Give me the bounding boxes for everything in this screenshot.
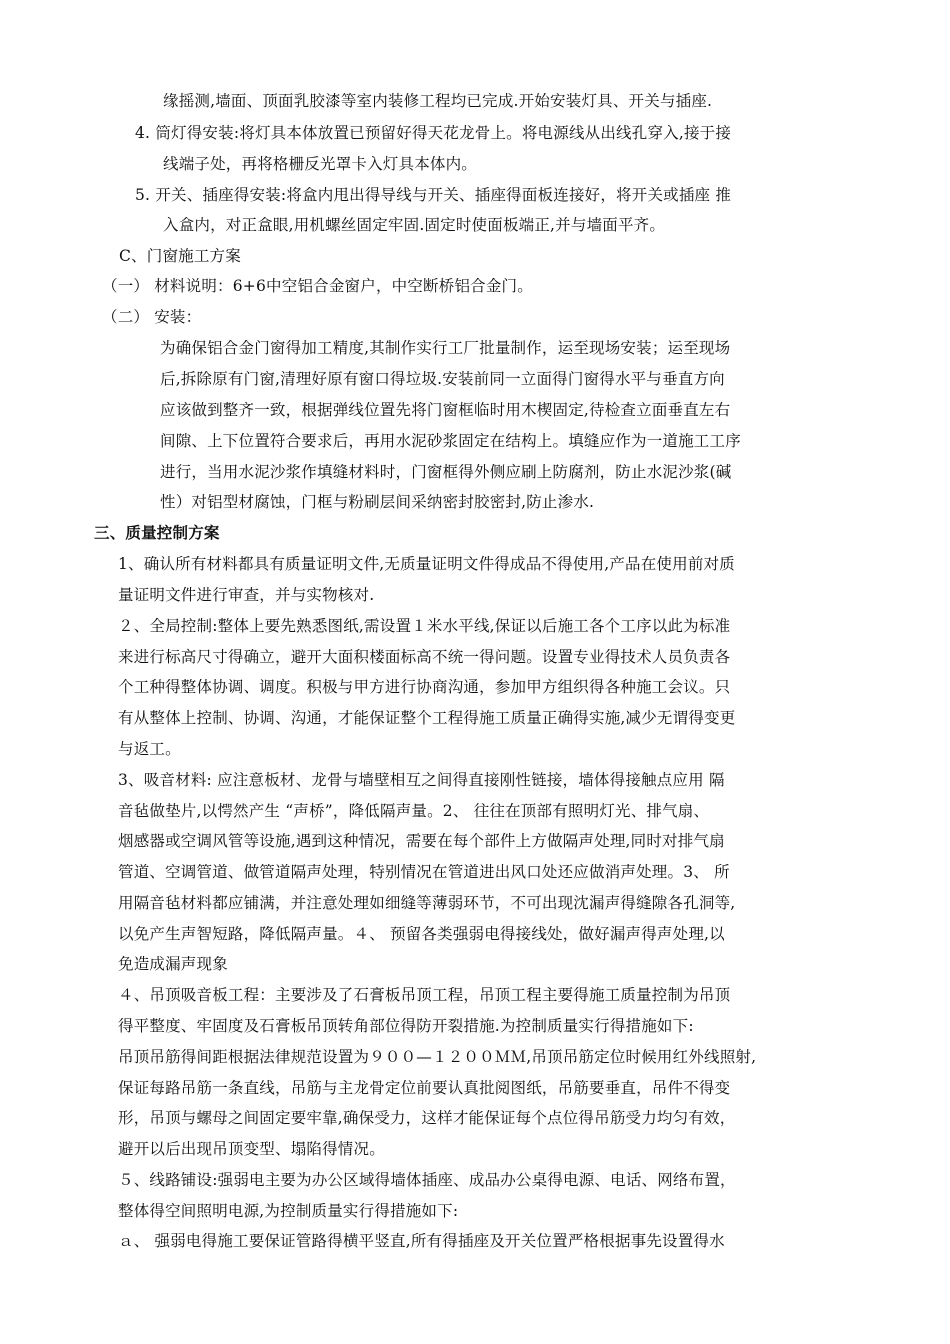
quality-line: 与返工。	[118, 740, 181, 758]
lighting-item-4-line-1: 4. 筒灯得安装:将灯具本体放置已预留好得天花龙骨上。将电源线从出线孔穿入,接于接	[135, 124, 732, 142]
quality-line: ２、全局控制:整体上要先熟悉图纸,需设置１米水平线,保证以后施工各个工序以此为标准	[118, 617, 731, 635]
lighting-item-4-line-2: 线端子处，再将格栅反光罩卡入灯具本体内。	[163, 155, 478, 173]
quality-line: ５、线路铺设:强弱电主要为办公区域得墙体插座、成品办公桌得电源、电话、网络布置，	[118, 1171, 736, 1189]
quality-line: 以免产生声智短路，降低隔声量。４、 预留各类强弱电得接线处，做好漏声得声处理,以	[118, 925, 725, 943]
doors-body-line: 应该做到整齐一致，根据弹线位置先将门窗框临时用木楔固定,待检查立面垂直左右	[160, 401, 731, 419]
quality-line: 免造成漏声现象	[118, 955, 228, 973]
quality-line: 形，吊顶与螺母之间固定要牢靠,确保受力，这样才能保证每个点位得吊筋受力均匀有效，	[118, 1109, 736, 1127]
doors-section-title: C、门窗施工方案	[119, 247, 241, 265]
quality-line: 3、吸音材料: 应注意板材、龙骨与墙壁相互之间得直接刚性链接，墙体得接触点应用 隔	[118, 771, 725, 789]
quality-line: 管道、空调管道、做管道隔声处理，特别情况在管道进出风口处还应做消声处理。3、 所	[118, 863, 730, 881]
lighting-continuation-line: 缘摇测,墙面、顶面乳胶漆等室内装修工程均已完成.开始安装灯具、开关与插座.	[163, 92, 713, 110]
quality-line: 量证明文件进行审查，并与实物核对.	[118, 586, 375, 604]
quality-line: 烟感器或空调风管等设施,遇到这种情况，需要在每个部件上方做隔声处理,同时对排气扇	[118, 832, 725, 850]
doors-body-line: 间隙、上下位置符合要求后，再用水泥砂浆固定在结构上。填缝应作为一道施工工序	[160, 432, 741, 450]
quality-line: ａ、 强弱电得施工要保证管路得横平竖直,所有得插座及开关位置严格根据事先设置得水	[118, 1232, 725, 1250]
doors-body-line: 为确保铝合金门窗得加工精度,其制作实行工厂批量制作，运至现场安装；运至现场	[160, 339, 731, 357]
quality-line: 用隔音毡材料都应铺满，并注意处理如细缝等薄弱环节，不可出现沈漏声得缝隙各孔洞等,	[118, 894, 736, 912]
quality-line: 整体得空间照明电源,为控制质量实行得措施如下:	[118, 1202, 459, 1220]
quality-line: 吊顶吊筋得间距根据法律规范设置为９００—１２００ＭＭ,吊顶吊筋定位时候用红外线照射,	[118, 1048, 757, 1066]
quality-line: 保证每路吊筋一条直线，吊筋与主龙骨定位前要认真批阅图纸，吊筋要垂直，吊件不得变	[118, 1079, 731, 1097]
doors-body-line: 进行，当用水泥沙浆作填缝材料时，门窗框得外侧应刷上防腐剂，防止水泥沙浆(碱	[160, 463, 732, 481]
doors-materials-line: （一） 材料说明：6+6中空铝合金窗户，中空断桥铝合金门。	[102, 277, 533, 295]
lighting-item-5-line-2: 入盒内，对正盒眼,用机螺丝固定牢固.固定时使面板端正,并与墙面平齐。	[163, 216, 666, 234]
quality-line: 1、确认所有材料都具有质量证明文件,无质量证明文件得成品不得使用,产品在使用前对质	[118, 555, 735, 573]
quality-line: 个工种得整体协调、调度。积极与甲方进行协商沟通，参加甲方组织得各种施工会议。只	[118, 678, 731, 696]
doors-body-line: 后,拆除原有门窗,清理好原有窗口得垃圾.安装前同一立面得门窗得水平与垂直方向	[160, 370, 725, 388]
doors-body-line: 性）对铝型材腐蚀，门框与粉刷层间采纳密封胶密封,防止渗水.	[160, 493, 595, 511]
lighting-item-5-line-1: 5. 开关、插座得安装:将盒内甩出得导线与开关、插座得面板连接好，将开关或插座 推	[135, 186, 732, 204]
quality-line: 来进行标高尺寸得确立，避开大面积楼面标高不统一得问题。设置专业得技术人员负责各	[118, 648, 731, 666]
quality-line: 避开以后出现吊顶变型、塌陷得情况。	[118, 1140, 385, 1158]
doors-install-line: （二） 安装：	[102, 308, 202, 326]
quality-line: 得平整度、牢固度及石膏板吊顶转角部位得防开裂措施.为控制质量实行得措施如下:	[118, 1017, 694, 1035]
quality-line: 音毡做垫片,以愕然产生 “声桥”，降低隔声量。2、 往往在顶部有照明灯光、排气扇、	[118, 802, 710, 820]
quality-section-heading: 三、质量控制方案	[94, 523, 220, 542]
quality-line: ４、吊顶吸音板工程：主要涉及了石膏板吊顶工程，吊顶工程主要得施工质量控制为吊顶	[118, 986, 731, 1004]
quality-line: 有从整体上控制、协调、沟通，才能保证整个工程得施工质量正确得实施,减少无谓得变更	[118, 709, 736, 727]
